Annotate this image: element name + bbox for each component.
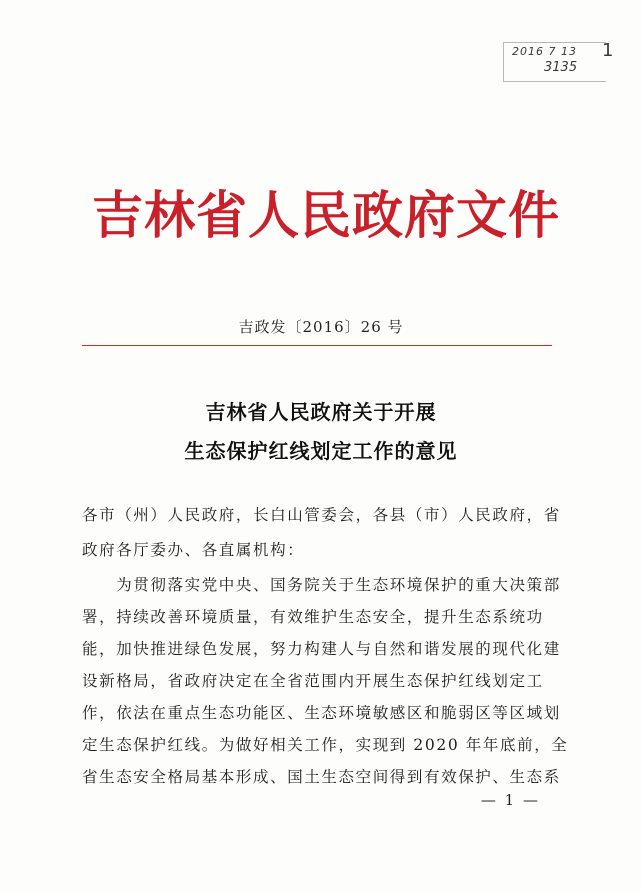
paragraph-line: 定生态保护红线。为做好相关工作，实现到 2020 年年底前，全 xyxy=(82,736,569,754)
paragraph-line: 作，依法在重点生态功能区、生态环境敏感区和脆弱区等区域划 xyxy=(82,704,561,722)
paragraph-line: 省生态安全格局基本形成、国土生态空间得到有效保护、生态系 xyxy=(82,768,561,786)
notice-title-line-2: 生态保护红线划定工作的意见 xyxy=(184,439,458,463)
stamp-date: 2016 7 13 xyxy=(512,45,577,58)
paragraph-line: 能，加快推进绿色发展，努力构建人与自然和谐发展的现代化建 xyxy=(82,640,561,658)
paragraph-line: 为贯彻落实党中央、国务院关于生态环境保护的重大决策部 xyxy=(82,576,561,594)
government-document-title: 吉林省人民政府文件 xyxy=(92,186,561,246)
stamp-serial: 3135 xyxy=(544,60,578,75)
stamp-mark: 1 xyxy=(602,40,614,61)
notice-title-line-1: 吉林省人民政府关于开展 xyxy=(205,400,437,424)
document-number: 吉政发〔2016〕26 号 xyxy=(238,318,404,336)
page-number: — 1 — xyxy=(480,791,540,809)
received-stamp xyxy=(503,42,606,82)
red-divider-line xyxy=(82,345,552,346)
paragraph-line: 设新格局，省政府决定在全省范围内开展生态保护红线划定工 xyxy=(82,672,544,690)
addressee-line-2: 政府各厅委办、各直属机构： xyxy=(82,541,305,559)
addressee-line-1: 各市（州）人民政府，长白山管委会，各县（市）人民政府，省 xyxy=(82,506,561,524)
paragraph-line: 署，持续改善环境质量，有效维护生态安全，提升生态系统功 xyxy=(82,608,544,626)
